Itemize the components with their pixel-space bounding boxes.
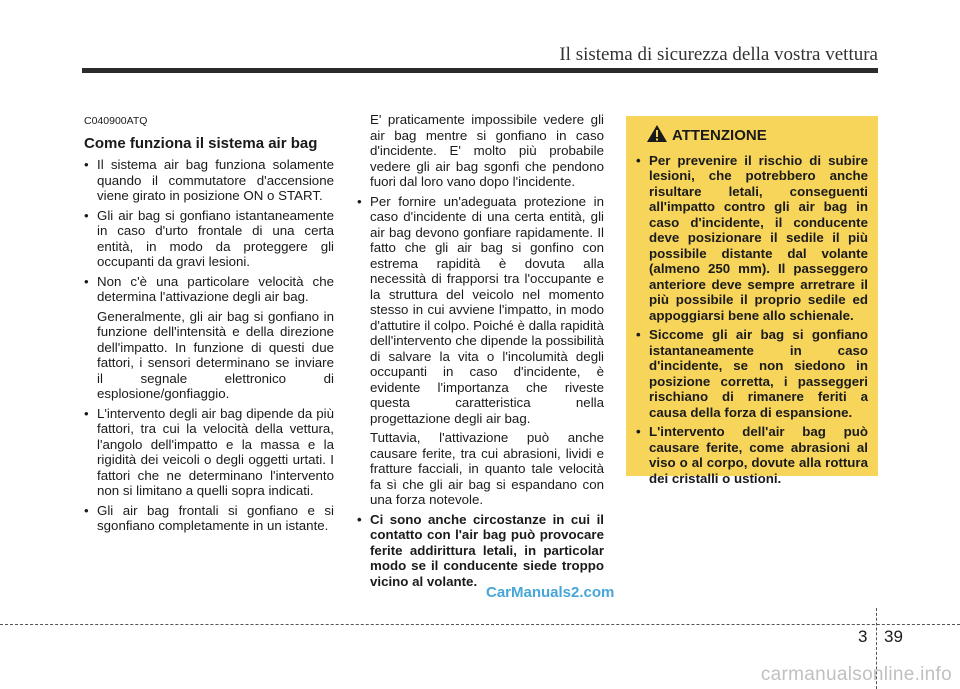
list-item: • Gli air bag si gonfiano istantaneamente in caso d'urto frontale di una certa entità, in modo da proteggere gli occupanti da gravi lesioni.: [84, 208, 334, 270]
paragraph: Generalmente, gli air bag si gonfiano in funzione dell'intensità e della direzione dell'impatto. In funzione di questi due fattori, i sensori determinano se inviare il segnale elettronico di esplosione/gonfiaggio.: [97, 308, 334, 401]
paragraph: Tuttavia, l'attivazione può anche causare ferite, tra cui abrasioni, lividi e fratture facciali, in quanto tale velocità fa sì che gli air bag si espandano con una forza notevole.: [370, 430, 604, 507]
bullet-list: [357, 194, 604, 427]
list-item: • L'intervento degli air bag dipende da più fattori, tra cui la velocità della vettura, l'angolo dell'impatto e la massa e la rigidità dei veicoli o degli oggetti urtati. I fattori che ne determinano l'intervento non si limitano a quelli sopra indicati.: [84, 406, 334, 499]
chapter-number: 3: [858, 627, 868, 646]
list-item: • Gli air bag frontali si gonfiano e si sgonfiano completamente in un istante.: [84, 503, 334, 534]
section-code: C040900ATQ: [84, 115, 148, 127]
column-middle: [357, 112, 604, 593]
warning-box: [626, 116, 878, 486]
list-item: • Non c'è una particolare velocità che determina l'attivazione degli air bag.: [84, 274, 334, 305]
list-item: • Per fornire un'adeguata protezione in caso d'incidente di una certa entità, gli air bag devono gonfiare rapidamente. Il fatto che gli air bag si gonfino con estrema rapidità è dovuta alla necessità di frapporsi tra l'occupante e la struttura del veicolo nel momento stesso in cui avviene l'impatto, in modo d'attutire il colpo. Poiché è dalla rapidità dell'intervento che dipende la possibilità di salvare la vita o l'incolumità degli occupanti in caso d'incidente, è evidente l'importanza che riveste questa caratteristica nella progettazione degli air bag.: [357, 194, 604, 427]
column-left: [84, 114, 334, 538]
bullet-list: [84, 157, 334, 305]
bullet-list: [84, 406, 334, 534]
footer-rule: [0, 624, 960, 625]
paragraph: E' praticamente impossibile vedere gli air bag mentre si gonfiano in caso d'incidente. E' molto più probabile vedere gli air bag sgonfi che pendono fuori dal loro vano dopo l'incidente.: [370, 112, 604, 189]
watermark-carmanualsonline: carmanualsonline.info: [760, 664, 952, 685]
list-item: • Per prevenire il rischio di subire lesioni, che potrebbero anche risultare letali, conseguenti all'impatto contro gli air bag in caso d'incidente, il conducente deve posizionare il sedile il più possibile distante dal volante (almeno 250 mm). Il passeggero anteriore deve sempre arretrare il più possibile il proprio sedile ed appoggiarsi bene allo schienale.: [636, 153, 868, 324]
page-number: 39: [884, 627, 903, 646]
warning-list: [636, 153, 868, 487]
page-header-title: Il sistema di sicurezza della vostra vettura: [559, 44, 878, 65]
list-item: • Ci sono anche circostanze in cui il contatto con l'air bag può provocare ferite addirittura letali, in particolar modo se il conducente siede troppo vicino al volante.: [357, 512, 604, 590]
warning-header: [646, 124, 868, 147]
section-heading: Come funziona il sistema air bag: [84, 134, 318, 152]
list-item: • Siccome gli air bag si gonfiano istantaneamente in caso d'incidente, se non siedono in posizione corretta, i passeggeri rischiano di rimanere feriti a causa della forza di espansione.: [636, 327, 868, 420]
bullet-list: [357, 512, 604, 590]
warning-title: ATTENZIONE: [672, 126, 767, 144]
watermark-carmanuals2: CarManuals2.com: [486, 584, 615, 601]
list-item: • L'intervento dell'air bag può causare ferite, come abrasioni al viso o al corpo, dovute alla rottura dei cristalli o ustioni.: [636, 424, 868, 486]
header-rule: [82, 68, 878, 73]
list-item: • Il sistema air bag funziona solamente quando il commutatore d'accensione viene girato in posizione ON o START.: [84, 157, 334, 204]
warning-triangle-icon: [646, 124, 668, 147]
